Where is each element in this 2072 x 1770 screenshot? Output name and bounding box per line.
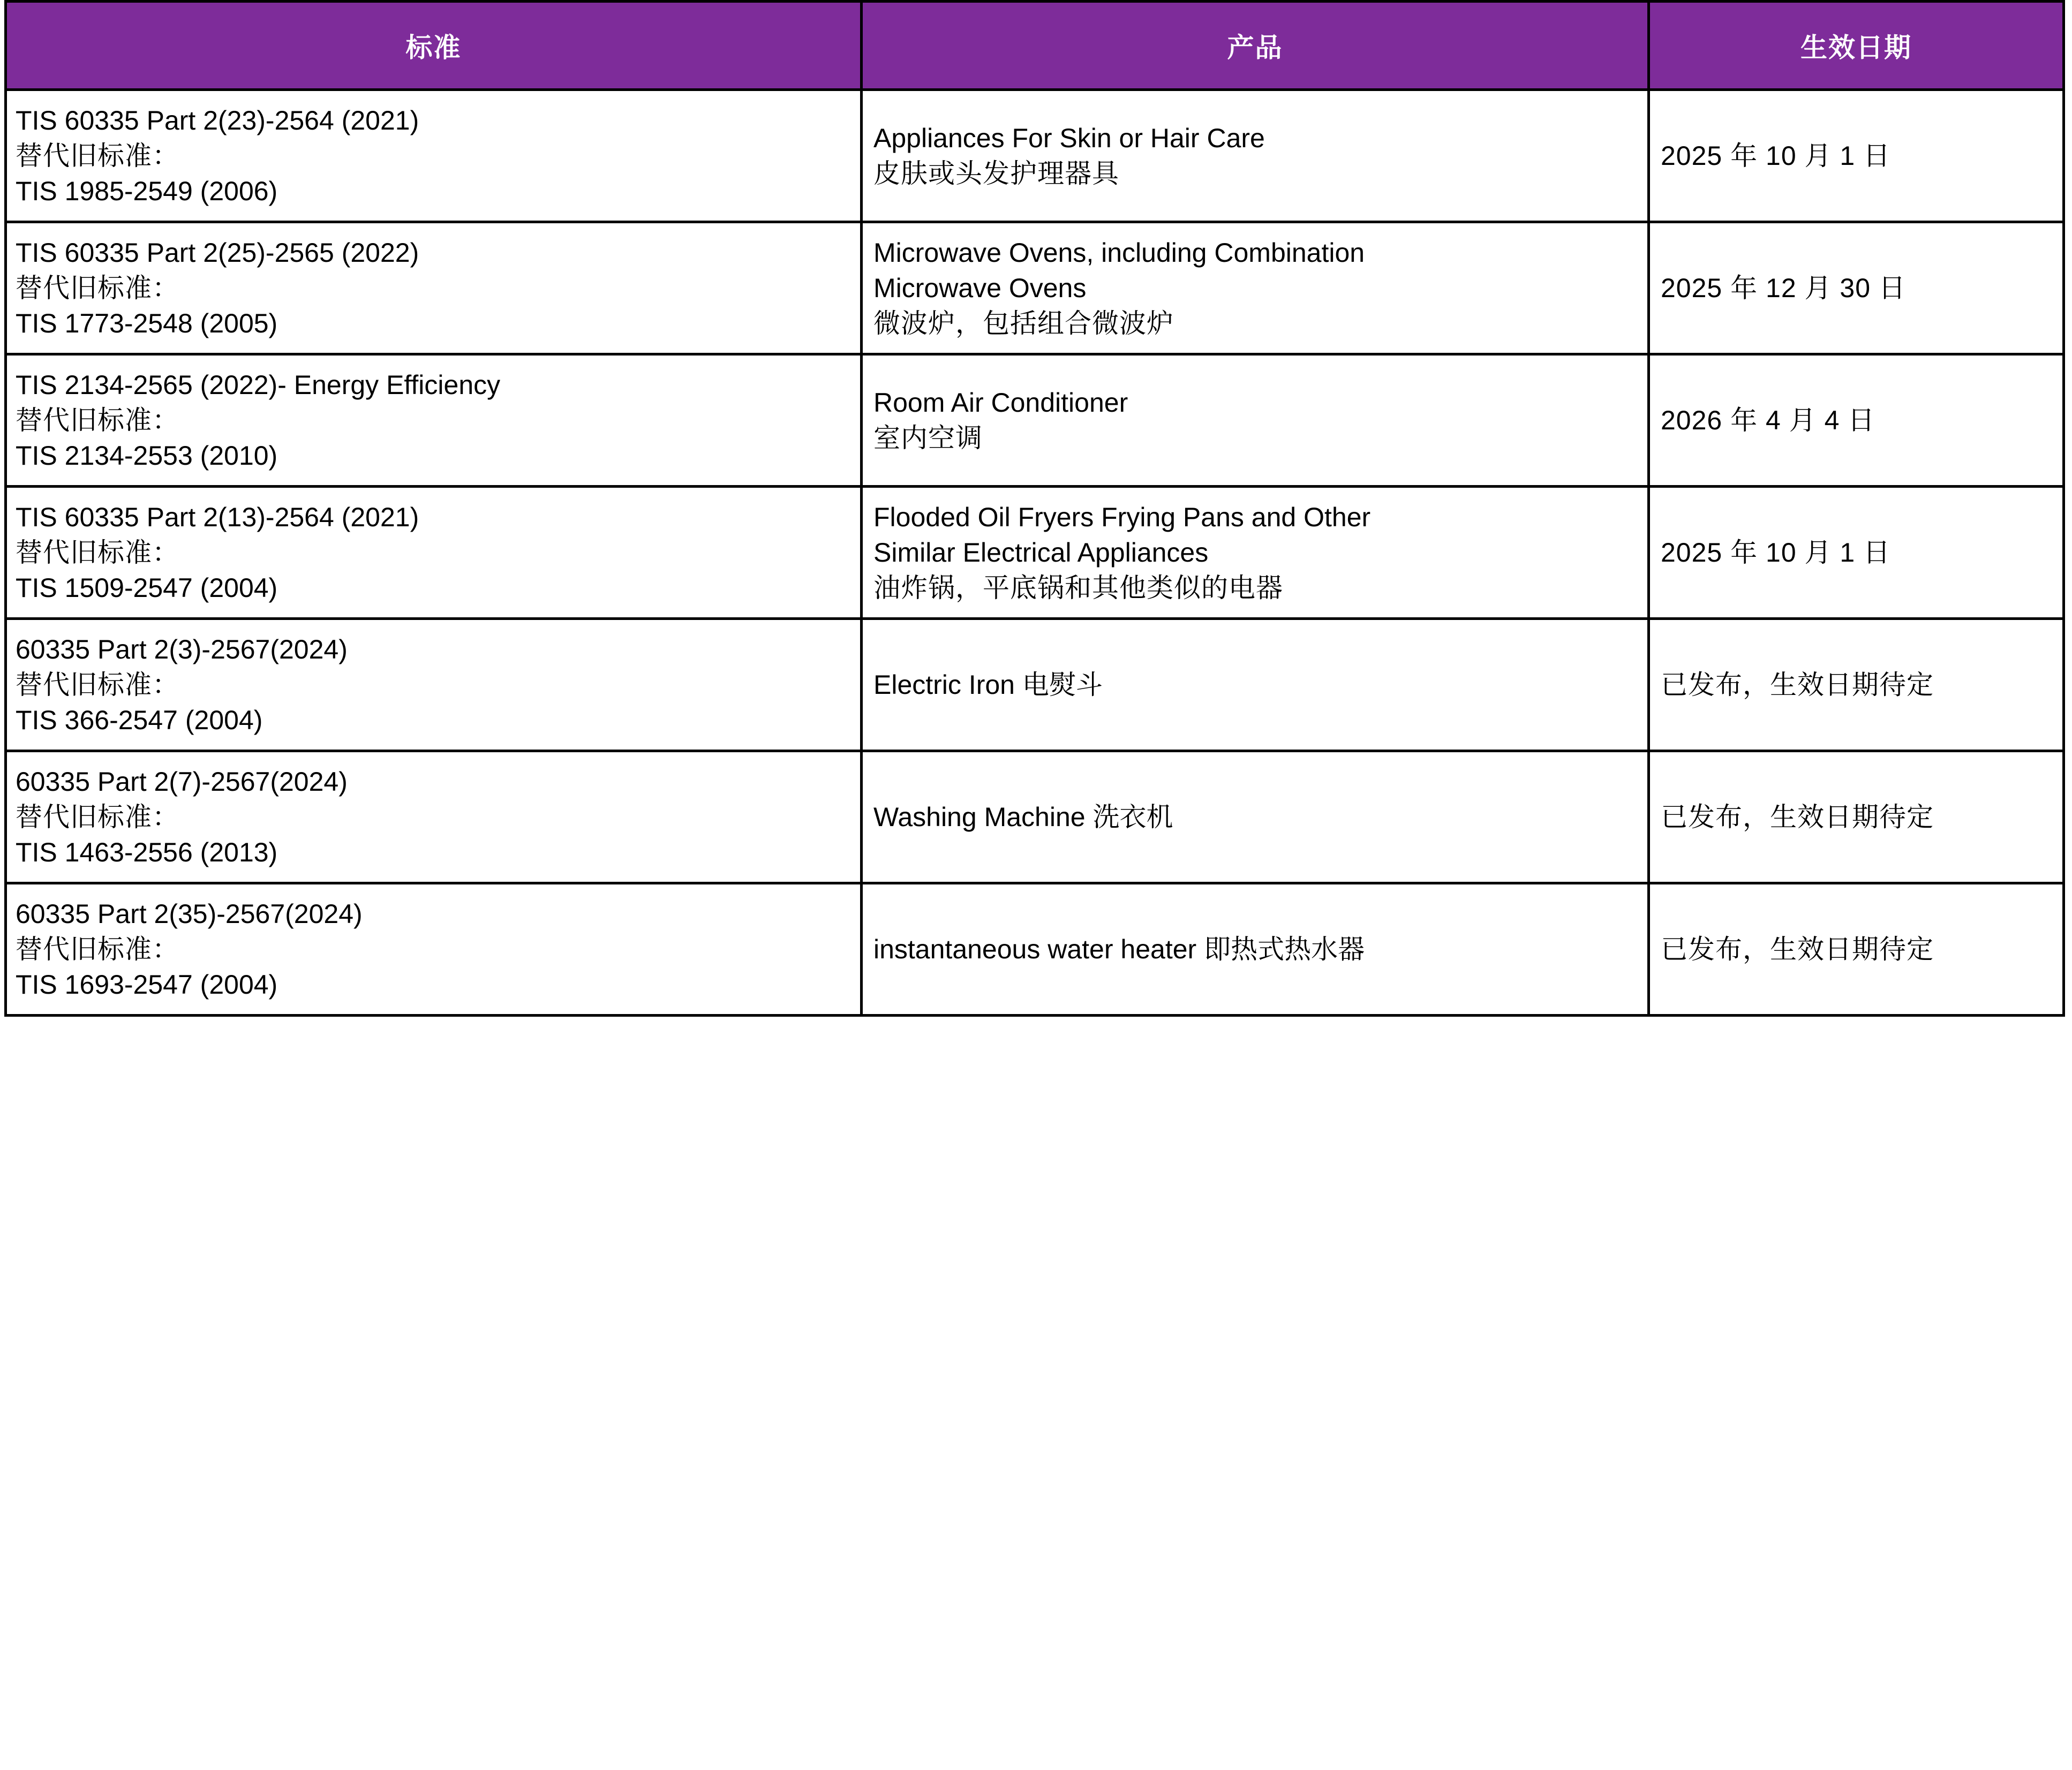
- standard-new-code: 60335 Part 2(3)-2567(2024): [16, 634, 348, 664]
- product-name-en: Electric Iron 电熨斗: [873, 670, 1103, 700]
- effective-date-content: [1650, 126, 2062, 185]
- cell-standard: [6, 619, 862, 751]
- standard-cell-content: [7, 488, 860, 617]
- product-name-en: Room Air Conditioner: [873, 388, 1128, 418]
- standard-old-code: TIS 366-2547 (2004): [16, 705, 263, 735]
- standard-replaces-label: 替代旧标准：: [16, 802, 179, 832]
- product-cell-content: [863, 373, 1647, 467]
- effective-date-value: 已发布，生效日期待定: [1661, 802, 1934, 832]
- standard-new-code: 60335 Part 2(35)-2567(2024): [16, 899, 363, 929]
- standard-cell-content: [7, 355, 860, 485]
- product-name-en: Microwave Ovens, including Combination: [873, 238, 1365, 268]
- cell-product: [862, 90, 1649, 222]
- cell-effective-date: [1649, 487, 2064, 619]
- standard-replaces-label: 替代旧标准：: [16, 273, 179, 303]
- cell-standard: [6, 487, 862, 619]
- product-name-cn: 油炸锅，平底锅和其他类似的电器: [873, 573, 1283, 603]
- product-cell-content: [863, 655, 1647, 714]
- cell-effective-date: [1649, 90, 2064, 222]
- standard-cell-content: [7, 620, 860, 750]
- standard-cell-content: [7, 223, 860, 353]
- standard-new-code: TIS 2134-2565 (2022)- Energy Efficiency: [16, 370, 501, 400]
- product-name-en: Appliances For Skin or Hair Care: [873, 123, 1265, 153]
- cell-standard: [6, 883, 862, 1016]
- product-name-cn: 室内空调: [873, 423, 983, 453]
- table-row: [6, 619, 2064, 751]
- standard-replaces-label: 替代旧标准：: [16, 141, 179, 171]
- effective-date-value: 2026 年 4 月 4 日: [1661, 405, 1875, 435]
- cell-standard: [6, 354, 862, 487]
- standards-table: [4, 0, 2065, 1017]
- standard-new-code: TIS 60335 Part 2(25)-2565 (2022): [16, 238, 419, 268]
- standard-old-code: TIS 1985-2549 (2006): [16, 176, 278, 206]
- cell-effective-date: [1649, 883, 2064, 1016]
- product-cell-content: [863, 109, 1647, 203]
- table-row: [6, 90, 2064, 222]
- standard-replaces-label: 替代旧标准：: [16, 538, 179, 568]
- table-row: [6, 222, 2064, 354]
- standard-replaces-label: 替代旧标准：: [16, 934, 179, 964]
- cell-product: [862, 487, 1649, 619]
- product-cell-content: [863, 788, 1647, 846]
- standard-old-code: TIS 1463-2556 (2013): [16, 837, 278, 867]
- cell-product: [862, 222, 1649, 354]
- effective-date-content: [1650, 788, 2062, 846]
- standard-cell-content: [7, 91, 860, 221]
- table-row: [6, 354, 2064, 487]
- effective-date-content: [1650, 655, 2062, 714]
- standard-replaces-label: 替代旧标准：: [16, 670, 179, 700]
- cell-effective-date: [1649, 619, 2064, 751]
- product-cell-content: [863, 223, 1647, 353]
- standard-new-code: 60335 Part 2(7)-2567(2024): [16, 767, 348, 797]
- table-row: [6, 751, 2064, 883]
- cell-standard: [6, 222, 862, 354]
- table-row: [6, 883, 2064, 1016]
- product-name-en: Flooded Oil Fryers Frying Pans and Other: [873, 502, 1371, 532]
- cell-standard: [6, 751, 862, 883]
- table-row: [6, 487, 2064, 619]
- effective-date-content: [1650, 259, 2062, 317]
- effective-date-content: [1650, 523, 2062, 582]
- standard-old-code: TIS 1509-2547 (2004): [16, 573, 278, 603]
- cell-effective-date: [1649, 751, 2064, 883]
- product-name-en: Washing Machine 洗衣机: [873, 802, 1173, 832]
- standard-new-code: TIS 60335 Part 2(23)-2564 (2021): [16, 105, 419, 135]
- standard-old-code: TIS 1693-2547 (2004): [16, 970, 278, 1000]
- product-name-en: instantaneous water heater 即热式热水器: [873, 934, 1365, 964]
- standard-old-code: TIS 2134-2553 (2010): [16, 441, 278, 471]
- product-name-en-cont: Microwave Ovens: [873, 273, 1087, 303]
- effective-date-value: 已发布，生效日期待定: [1661, 934, 1934, 964]
- product-cell-content: [863, 488, 1647, 617]
- effective-date-value: 2025 年 10 月 1 日: [1661, 538, 1891, 568]
- standard-replaces-label: 替代旧标准：: [16, 405, 179, 435]
- product-name-en-cont: Similar Electrical Appliances: [873, 538, 1209, 568]
- cell-product: [862, 751, 1649, 883]
- cell-effective-date: [1649, 354, 2064, 487]
- effective-date-content: [1650, 391, 2062, 450]
- product-cell-content: [863, 920, 1647, 979]
- table-body: [6, 90, 2064, 1016]
- product-name-cn: 微波炉，包括组合微波炉: [873, 308, 1174, 338]
- cell-product: [862, 619, 1649, 751]
- table-header-row: [6, 2, 2064, 90]
- effective-date-content: [1650, 920, 2062, 979]
- product-name-cn: 皮肤或头发护理器具: [873, 158, 1119, 188]
- column-header-product: 产品: [862, 2, 1649, 90]
- cell-standard: [6, 90, 862, 222]
- standard-new-code: TIS 60335 Part 2(13)-2564 (2021): [16, 502, 419, 532]
- effective-date-value: 2025 年 10 月 1 日: [1661, 141, 1891, 171]
- cell-effective-date: [1649, 222, 2064, 354]
- effective-date-value: 2025 年 12 月 30 日: [1661, 273, 1906, 303]
- column-header-effective-date: 生效日期: [1649, 2, 2064, 90]
- standard-cell-content: [7, 884, 860, 1014]
- standard-old-code: TIS 1773-2548 (2005): [16, 308, 278, 338]
- effective-date-value: 已发布，生效日期待定: [1661, 670, 1934, 700]
- column-header-standard: 标准: [6, 2, 862, 90]
- cell-product: [862, 354, 1649, 487]
- standard-cell-content: [7, 752, 860, 882]
- cell-product: [862, 883, 1649, 1016]
